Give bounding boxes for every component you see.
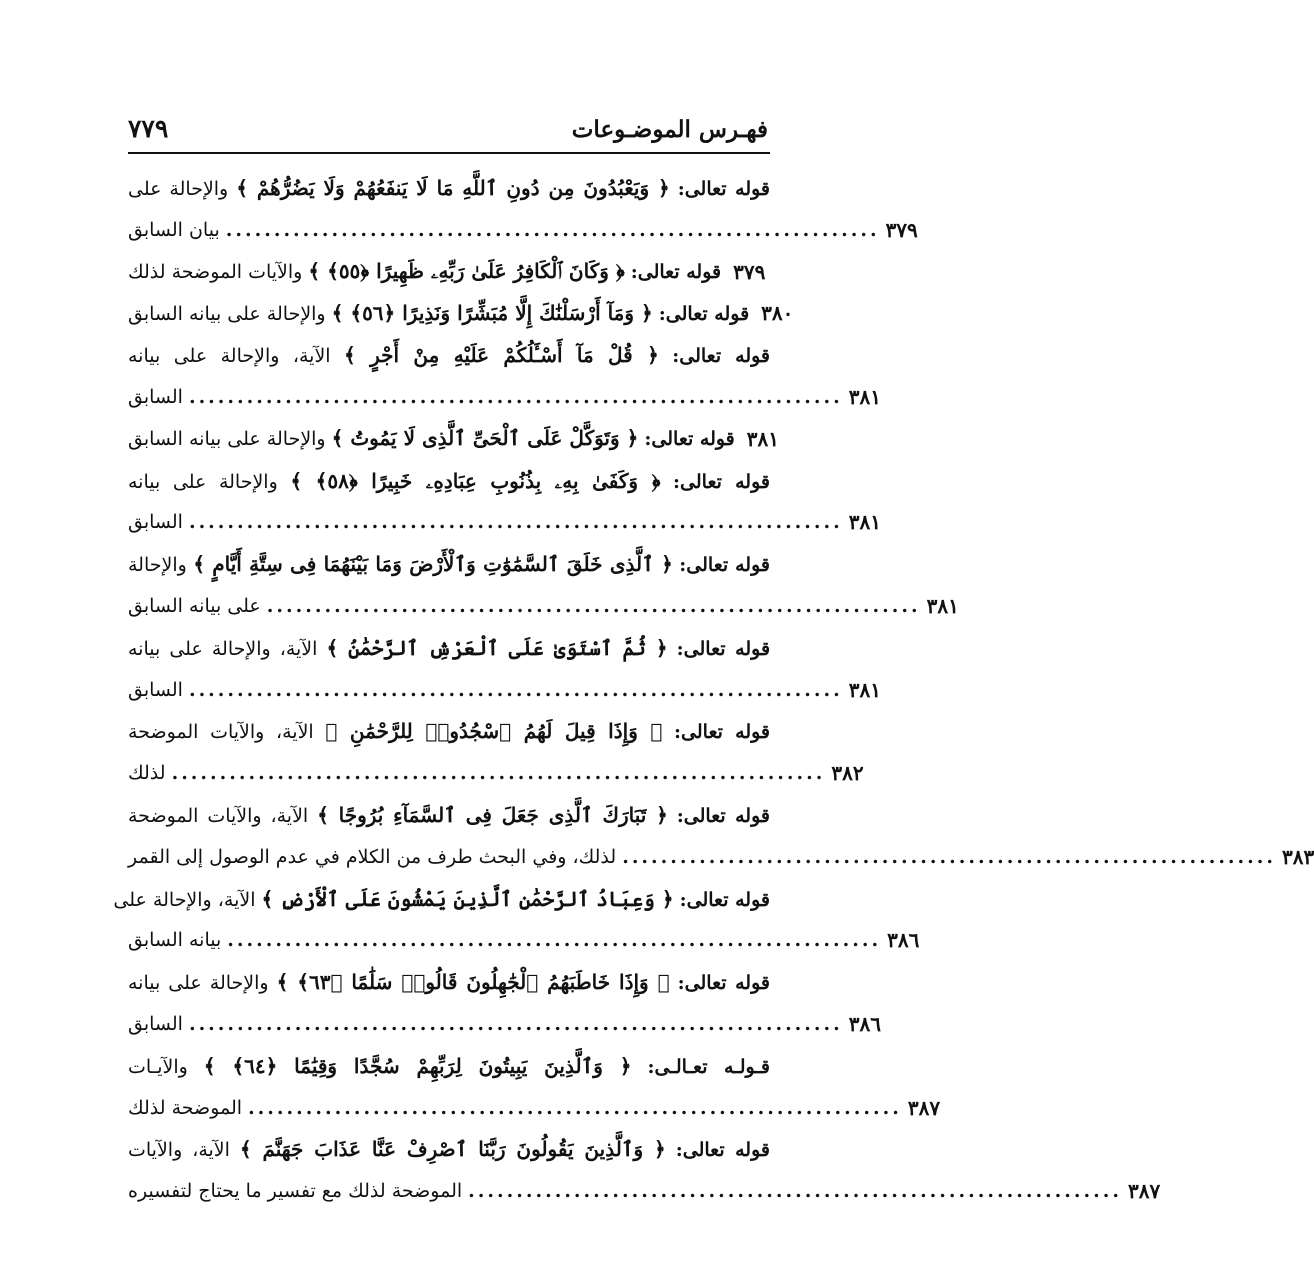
entry-line [128, 293, 749, 336]
entry-lead: قوله تعالى: [673, 470, 770, 493]
entry-lead: قوله تعالى: [675, 1139, 770, 1162]
entry-line [128, 544, 770, 586]
entry-lead: قوله تعالى: [677, 972, 770, 995]
entry-text: والإحالة على بيانه [128, 972, 269, 995]
entry-text: والإحالة على بيانه السابق [128, 302, 326, 325]
index-entry [128, 1046, 941, 1130]
entry-lead: قوله تعالى: [679, 554, 770, 577]
entry-continuation: السابق [128, 678, 183, 701]
entry-page-number[interactable]: ٣٧٩ [733, 259, 766, 284]
entry-leader-row [128, 210, 918, 252]
entry-continuation: السابق [128, 1012, 183, 1035]
index-entry [128, 419, 779, 461]
entry-line [113, 879, 770, 921]
entry-text: والآيات الموضحة لذلك [128, 261, 303, 284]
entry-page-number[interactable]: ٣٨١ [926, 593, 959, 618]
entry-continuation: لذلك [128, 762, 166, 785]
entry-page-number[interactable]: ٣٨١ [848, 384, 881, 409]
entry-line [128, 418, 735, 461]
entry-verse: ﴿ وَمَآ أَرْسَلْنَٰكَ إِلَّا مُبَشِّرًا وَنَذِيرًا ﴿٥٦﴾ ﴾ [331, 300, 653, 325]
entry-page-number[interactable]: ٣٨٣ [1282, 844, 1314, 869]
entry-continuation: الموضحة لذلك [128, 1096, 243, 1119]
index-entry [128, 335, 881, 419]
index-entry [128, 795, 1314, 879]
dot-leader: .................................................................... [171, 762, 826, 785]
entry-line [128, 168, 770, 210]
entry-continuation: السابق [128, 385, 183, 408]
entry-text: والإحالة على بيانه السابق [128, 428, 326, 451]
entry-lead: قـولـه تعـالـى: [647, 1055, 771, 1078]
entry-text: الآية، والآيات الموضحة [128, 721, 314, 744]
entry-text: والآيـات [128, 1055, 188, 1078]
entry-verse: ﴿ وَتَوَكَّلْ عَلَى ٱلْحَىِّ ٱلَّذِى لَا يَمُوتُ ﴾ [331, 426, 639, 451]
entry-leader-row [128, 753, 864, 795]
dot-leader: .................................................................... [188, 511, 843, 534]
index-entry [128, 628, 881, 712]
entry-page-number[interactable]: ٣٧٩ [885, 217, 918, 242]
page-number: ٧٧٩ [128, 114, 169, 143]
index-entry [128, 711, 864, 795]
entry-continuation: بيان السابق [128, 218, 220, 241]
entry-verse: ﴿ ثُمَّ ٱسْتَوَىٰ عَلَى ٱلْعَرْشِ ٱلرَّحْمَٰنُ ﴾ [326, 635, 668, 660]
entry-leader-row [128, 293, 794, 335]
index-entries [113, 168, 1314, 1213]
entry-verse: ﴿ وَعِبَادُ ٱلرَّحْمَٰنِ ٱلَّذِينَ يَمْشُونَ عَلَى ٱلْأَرْضِ ﴾ [261, 886, 674, 911]
dot-leader: .................................................................... [227, 929, 882, 952]
entry-continuation: السابق [128, 511, 183, 534]
entry-line [128, 962, 770, 1004]
page-title: فهـرس الموضـوعات [571, 116, 768, 143]
index-entry [113, 879, 920, 963]
dot-leader: .................................................................... [468, 1180, 1122, 1203]
dot-leader: .................................................................... [248, 1096, 902, 1119]
entry-verse: ﴿ وَإِذَا خَاطَبَهُمُ ٱلْجَٰهِلُونَ قَالُوا۟ سَلَٰمًا ﴿٦٣﴾ ﴾ [276, 970, 670, 995]
entry-verse: ﴿ وَيَعْبُدُونَ مِن دُونِ ٱللَّهِ مَا لَا يَنفَعُهُمْ وَلَا يَضُرُّهُمْ ﴾ [236, 176, 670, 200]
index-entry [128, 544, 959, 628]
entry-lead: قوله تعالى: [677, 178, 771, 200]
entry-text: والإحالة [128, 554, 187, 577]
entry-verse: ﴿ ٱلَّذِى خَلَقَ ٱلسَّمَٰوَٰتِ وَٱلْأَرْضَ وَمَا بَيْنَهُمَا فِى سِتَّةِ أَيَّامٍ ﴾ [193, 552, 673, 577]
entry-page-number[interactable]: ٣٨٧ [907, 1095, 941, 1120]
entry-leader-row [128, 920, 920, 962]
entry-lead: قوله تعالى: [676, 637, 771, 660]
entry-verse: ﴿ وَٱلَّذِينَ يَقُولُونَ رَبَّنَا ٱصْرِفْ عَنَّا عَذَابَ جَهَنَّمَ ﴾ [239, 1137, 666, 1162]
index-entry [128, 962, 881, 1046]
entry-line [128, 461, 770, 503]
entry-leader-row [128, 1171, 1161, 1213]
entry-page-number[interactable]: ٣٨٦ [848, 1011, 881, 1036]
entry-lead: قوله تعالى: [676, 804, 770, 827]
dot-leader: .................................................................... [188, 678, 843, 701]
index-entry [128, 293, 794, 335]
entry-lead: قوله تعالى: [644, 428, 735, 451]
dot-leader: .................................................................... [188, 1012, 843, 1035]
index-entry [128, 168, 918, 252]
entry-lead: قوله تعالى: [630, 261, 722, 284]
entry-leader-row [128, 1004, 881, 1046]
entry-line [128, 251, 721, 294]
entry-verse: ﴿ وَكَانَ ٱلْكَافِرُ عَلَىٰ رَبِّهِۦ ظَهِيرًا ﴿٥٥﴾ ﴾ [308, 259, 625, 284]
entry-line [128, 335, 770, 377]
entry-line [128, 795, 770, 837]
entry-page-number[interactable]: ٣٨١ [746, 426, 779, 451]
dot-leader: .................................................................... [266, 594, 921, 617]
entry-lead: قوله تعالى: [679, 888, 770, 911]
index-entry [128, 461, 881, 545]
entry-text: الآية، والإحالة على بيانه [128, 345, 331, 368]
entry-line [128, 1129, 770, 1171]
entry-leader-row [128, 502, 881, 544]
entry-line [128, 628, 770, 670]
entry-verse: ﴿ تَبَارَكَ ٱلَّذِى جَعَلَ فِى ٱلسَّمَآءِ بُرُوجًا ﴾ [317, 802, 668, 827]
dot-leader: .................................................................... [188, 385, 843, 408]
entry-leader-row [128, 377, 881, 419]
entry-verse: ﴿ وَإِذَا قِيلَ لَهُمُ ٱسْجُدُوا۟ لِلرَّحْمَٰنِ ﴾ [325, 719, 663, 744]
entry-leader-row [128, 670, 881, 712]
entry-lead: قوله تعالى: [658, 302, 750, 325]
entry-page-number[interactable]: ٣٨١ [848, 510, 881, 535]
entry-line [128, 1046, 770, 1088]
entry-continuation: لذلك، وفي البحث طرف من الكلام في عدم الوصول إلى القمر [128, 845, 617, 868]
entry-page-number[interactable]: ٣٨٢ [831, 761, 864, 786]
entry-continuation: بيانه السابق [128, 929, 222, 952]
entry-page-number[interactable]: ٣٨١ [848, 677, 881, 702]
dot-leader: .................................................................... [225, 218, 880, 241]
entry-text: الآية، والإحالة على [113, 888, 256, 911]
entry-line [128, 711, 770, 753]
entry-continuation: الموضحة لذلك مع تفسير ما يحتاج لتفسيره [128, 1180, 463, 1203]
entry-continuation: على بيانه السابق [128, 594, 261, 617]
entry-text: الآية، والآيات الموضحة [128, 804, 309, 827]
entry-text: والإحالة على [128, 178, 229, 200]
entry-text: والإحالة على بيانه [128, 470, 278, 493]
entry-leader-row [128, 837, 1314, 879]
dot-leader: .................................................................... [622, 845, 1277, 868]
entry-page-number[interactable]: ٣٨٦ [887, 928, 920, 953]
page-header [128, 112, 770, 154]
entry-leader-row [128, 1088, 941, 1130]
entry-text: الآية، والآيات [128, 1139, 230, 1162]
entry-verse: ﴿ قُلْ مَآ أَسْـَٔلُكُمْ عَلَيْهِ مِنْ أَجْرٍ ﴾ [344, 343, 659, 368]
entry-page-number[interactable]: ٣٨٠ [761, 301, 794, 326]
entry-lead: قوله تعالى: [674, 721, 771, 744]
entry-leader-row [128, 252, 770, 294]
entry-verse: ﴿ وَٱلَّذِينَ يَبِيتُونَ لِرَبِّهِمْ سُجَّدًا وَقِيَٰمًا ﴿٦٤﴾ ﴾ [203, 1053, 632, 1078]
entry-page-number[interactable]: ٣٨٧ [1127, 1179, 1161, 1204]
entry-leader-row [128, 586, 959, 628]
index-entry [128, 252, 770, 294]
entry-verse: ﴿ وَكَفَىٰ بِهِۦ بِذُنُوبِ عِبَادِهِۦ خَبِيرًا ﴿٥٨﴾ ﴾ [290, 468, 661, 493]
index-entry [128, 1129, 1161, 1213]
entry-lead: قوله تعالى: [672, 345, 771, 368]
entry-leader-row [128, 419, 779, 461]
entry-text: الآية، والإحالة على بيانه [128, 637, 318, 660]
